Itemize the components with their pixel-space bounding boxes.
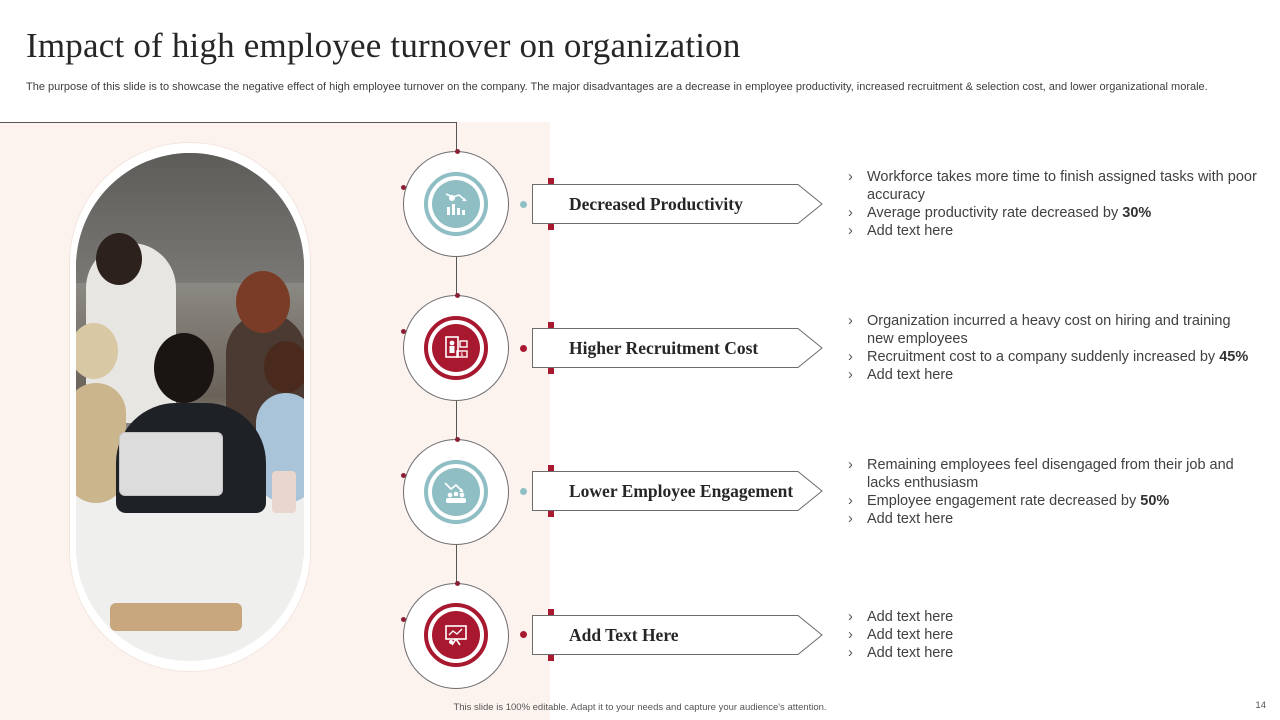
productivity-chart-icon <box>441 189 471 219</box>
bullet-item: › Add text here <box>848 645 954 661</box>
item-label-arrow <box>532 615 824 655</box>
timeline-spine <box>456 401 457 441</box>
bullet-item: › Add text here <box>848 609 954 625</box>
bullet-item: › Employee engagement rate decreased by 50% <box>848 493 1170 509</box>
connector-dot <box>520 345 527 352</box>
timeline-spine <box>456 545 457 585</box>
item-bullets <box>848 168 1260 240</box>
bullet-item: › Organization incurred a heavy cost on hiring and training new employees <box>848 313 1231 347</box>
bullet-item: › Average productivity rate decreased by 30% <box>848 205 1152 221</box>
item-label: Lower Employee Engagement <box>569 481 794 501</box>
connector-dot <box>520 488 527 495</box>
page-number: 14 <box>1255 700 1266 711</box>
engagement-decline-icon <box>441 477 471 507</box>
productivity-badge <box>424 172 488 236</box>
top-divider-line <box>0 122 457 123</box>
divider-connector-line <box>456 122 457 152</box>
item-bullets <box>848 456 1260 528</box>
bullet-item: › Recruitment cost to a company suddenly increased by 45% <box>848 349 1249 365</box>
bullet-item: › Add text here <box>848 223 954 239</box>
item-bullets <box>848 312 1260 384</box>
recruitment-cost-icon <box>441 333 471 363</box>
item-label: Higher Recruitment Cost <box>569 338 759 358</box>
item-label: Add Text Here <box>569 625 679 645</box>
presentation-board-icon <box>441 620 471 650</box>
team-meeting-photo <box>76 153 304 661</box>
item-bullets <box>848 608 1260 662</box>
bullet-item: › Add text here <box>848 367 954 383</box>
item-label-arrow <box>532 328 824 368</box>
bullet-item: › Add text here <box>848 511 954 527</box>
item-label: Decreased Productivity <box>569 194 743 214</box>
slide-footer-note: This slide is 100% editable. Adapt it to your needs and capture your audience's attention. <box>453 702 827 713</box>
add-text-badge <box>424 603 488 667</box>
bullet-item: › Add text here <box>848 627 954 643</box>
recruitment-badge <box>424 316 488 380</box>
item-label-arrow <box>532 471 824 511</box>
svg-text:$: $ <box>460 352 464 358</box>
connector-dot <box>520 201 527 208</box>
slide-subtitle: The purpose of this slide is to showcase the negative effect of high employee turnover on the company. The major disadvantages are a decrease in employee productivity, increased recruitment & selection cost, and lower organizational morale. <box>26 81 1208 93</box>
slide-title: Impact of high employee turnover on organization <box>26 26 741 65</box>
timeline-spine <box>456 257 457 297</box>
connector-dot <box>520 631 527 638</box>
bullet-item: › Workforce takes more time to finish assigned tasks with poor accuracy <box>848 169 1257 203</box>
engagement-badge <box>424 460 488 524</box>
bullet-item: › Remaining employees feel disengaged from their job and lacks enthusiasm <box>848 457 1234 491</box>
item-label-arrow <box>532 184 824 224</box>
